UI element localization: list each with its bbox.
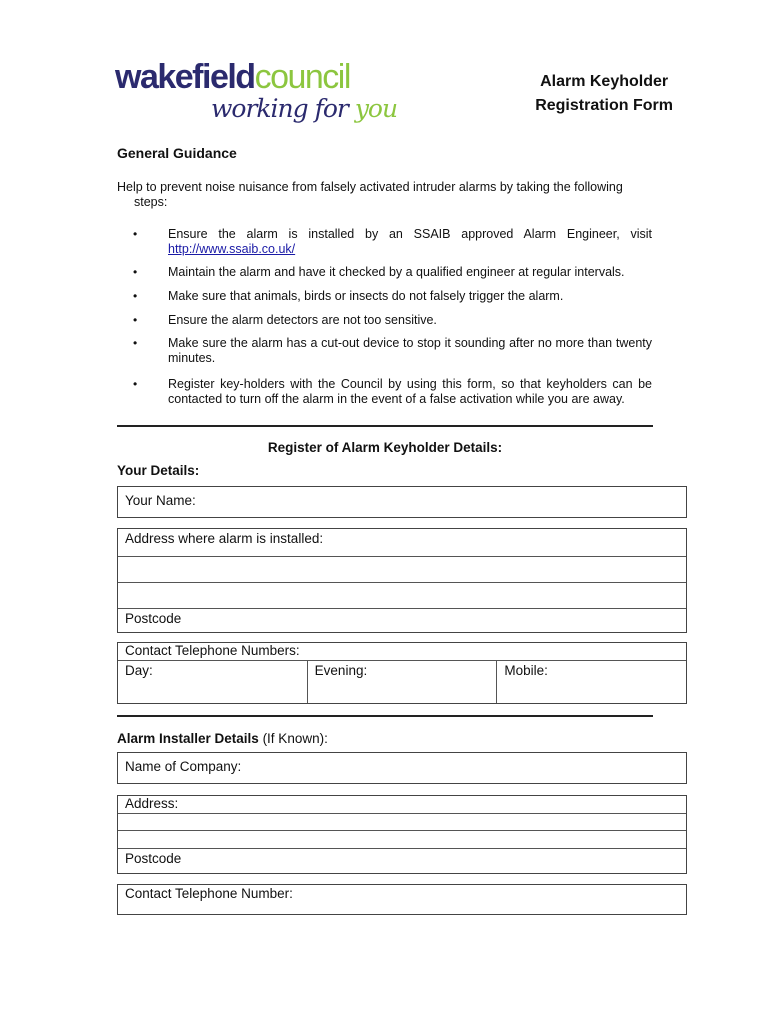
installer-phone-label: Contact Telephone Number:	[125, 886, 293, 901]
bullet: •	[133, 377, 138, 391]
ssaib-link[interactable]: http://www.ssaib.co.uk/	[168, 242, 296, 256]
title-line-2: Registration Form	[535, 97, 673, 114]
address-line-3[interactable]	[118, 583, 686, 609]
day-phone-field[interactable]: Day:	[118, 661, 308, 703]
register-heading: Register of Alarm Keyholder Details:	[267, 440, 503, 455]
address-line-2[interactable]	[118, 557, 686, 583]
mobile-phone-field[interactable]: Mobile:	[504, 663, 548, 678]
item-text: Ensure the alarm is installed by an SSAIB approved Alarm Engineer, visit	[168, 227, 652, 241]
guidance-item-4: Ensure the alarm detectors are not too sensitive.	[168, 313, 437, 327]
bullet: •	[133, 265, 138, 279]
logo-you: you	[354, 94, 398, 123]
guidance-item-6: Register key-holders with the Council by using this form, so that keyholders can be contacted to turn off the alarm in the event of a false activation while you are away.	[168, 377, 652, 406]
guidance-item-1	[168, 227, 652, 257]
bullet: •	[133, 336, 138, 350]
guidance-intro	[117, 180, 657, 210]
title-line-1: Alarm Keyholder	[540, 73, 669, 90]
installer-postcode-label: Postcode	[125, 851, 182, 866]
logo-council: council	[254, 58, 350, 96]
installer-address-line-3[interactable]	[118, 831, 686, 849]
postcode-label: Postcode	[125, 611, 182, 626]
company-label: Name of Company:	[125, 759, 242, 774]
evening-phone-field[interactable]: Evening:	[308, 661, 498, 703]
general-guidance-heading: General Guidance	[117, 145, 237, 161]
installer-address-line-2[interactable]	[118, 814, 686, 831]
logo-working-for: working for	[211, 94, 355, 123]
bullet: •	[133, 313, 138, 327]
installer-heading-note: (If Known):	[258, 731, 328, 746]
installer-address-label: Address:	[118, 796, 686, 814]
your-details-heading: Your Details:	[117, 463, 200, 478]
contact-numbers-field	[117, 642, 687, 704]
your-name-label: Your Name:	[125, 493, 196, 508]
guidance-item-3: Make sure that animals, birds or insects do not falsely trigger the alarm.	[168, 289, 564, 303]
wakefield-council-logo	[115, 58, 398, 136]
installer-heading	[117, 731, 328, 746]
installer-heading-bold: Alarm Installer Details	[117, 731, 259, 746]
bullet: •	[133, 227, 138, 241]
installer-address-field[interactable]	[117, 795, 687, 874]
address-field[interactable]	[117, 528, 687, 633]
your-name-field[interactable]	[117, 486, 687, 518]
bullet: •	[133, 289, 138, 303]
form-title	[535, 70, 673, 118]
company-name-field[interactable]	[117, 752, 687, 784]
installer-phone-field[interactable]	[117, 884, 687, 915]
contact-label: Contact Telephone Numbers:	[118, 643, 686, 661]
guidance-item-5: Make sure the alarm has a cut-out device to stop it sounding after no more than twenty minutes.	[168, 336, 652, 365]
divider	[117, 715, 653, 717]
divider	[117, 425, 653, 427]
logo-wakefield: wakefield	[115, 58, 255, 96]
guidance-item-2: Maintain the alarm and have it checked by a qualified engineer at regular intervals.	[168, 265, 625, 279]
intro-text: Help to prevent noise nuisance from falsely activated intruder alarms by taking the following steps:	[117, 180, 623, 209]
address-label: Address where alarm is installed:	[118, 529, 686, 557]
